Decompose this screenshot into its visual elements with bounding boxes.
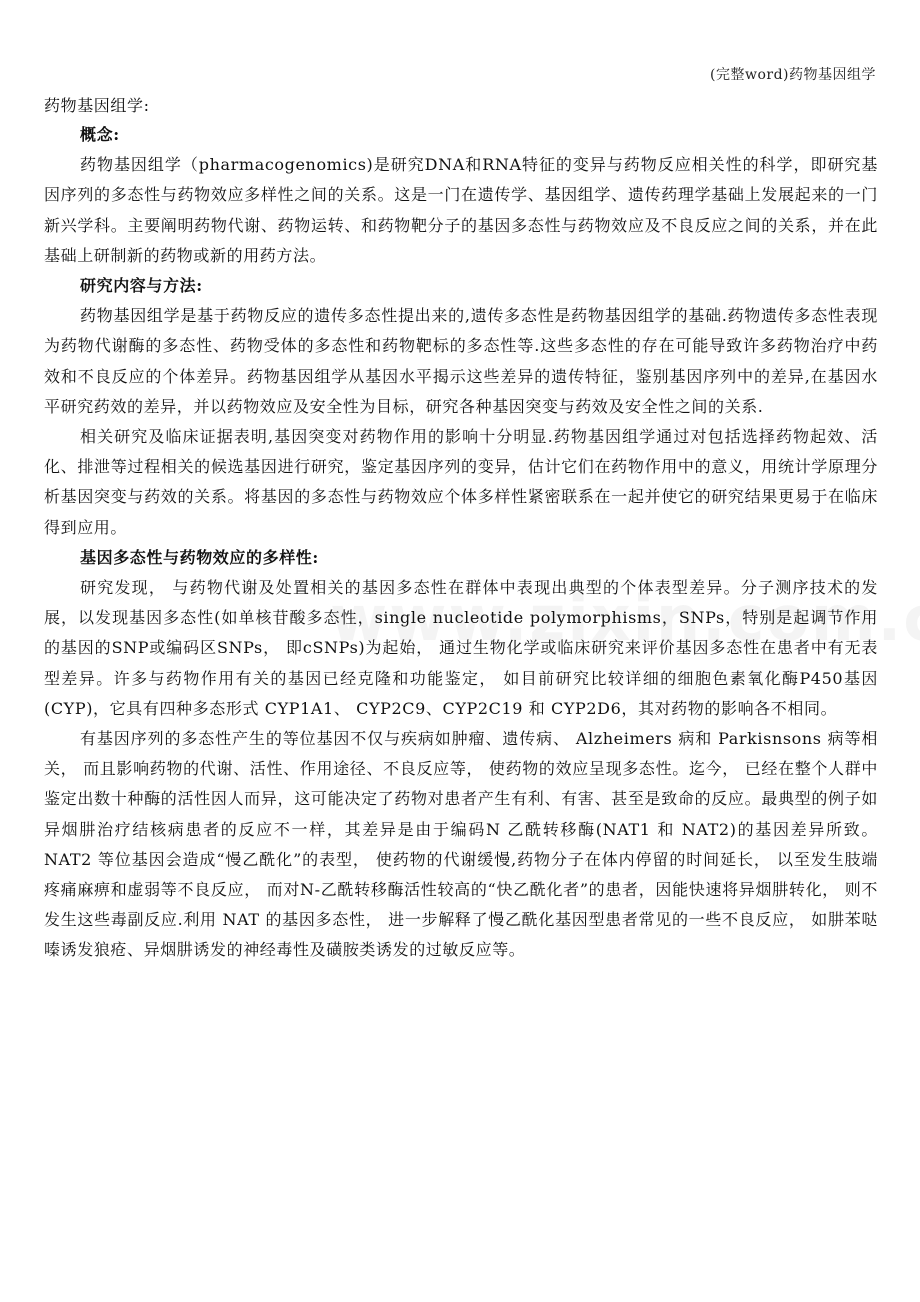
section-heading-concept: 概念: [80, 125, 120, 144]
document-body [44, 92, 878, 966]
section-heading-polymorphism-diversity: 基因多态性与药物效应的多样性: [80, 547, 319, 567]
section-heading-research-methods: 研究内容与方法: [80, 276, 203, 296]
section-polymorphism-diversity [44, 543, 878, 966]
paragraph-research-methods-2: 相关研究及临床证据表明,基因突变对药物作用的影响十分明显.药物基因组学通过对包括选择药物起效、活化、排泄等过程相关的候选基因进行研究，鉴定基因序列的变异，估计它们在药物作用中的意义，用统计学原理分析基因突变与药效的关系。将基因的多态性与药物效应个体多样性紧密联系在一起并使它的研究结果更易于在临床得到应用。 [44, 427, 878, 537]
paragraph-research-methods-1: 药物基因组学是基于药物反应的遗传多态性提出来的,遗传多态性是药物基因组学的基础.药物遗传多态性表现为药物代谢酶的多态性、药物受体的多态性和药物靶标的多态性等.这些多态性的存在可能导致许多药物治疗中药效和不良反应的个体差异。药物基因组学从基因水平揭示这些差异的遗传特征，鉴别基因序列中的差异,在基因水平研究药效的差异，并以药物效应及安全性为目标，研究各种基因突变与药效及安全性之间的关系. [44, 306, 878, 416]
paragraph-concept-1: 药物基因组学（pharmacogenomics)是研究DNA和RNA特征的变异与药物反应相关性的科学，即研究基因序列的多态性与药物效应多样性之间的关系。这是一门在遗传学、基因组学、遗传药理学基础上发展起来的一门新兴学科。主要阐明药物代谢、药物运转、和药物靶分子的基因多态性与药物效应及不良反应之间的关系，并在此基础上研制新的药物或新的用药方法。 [44, 155, 878, 265]
running-header: (完整word)药物基因组学 [710, 67, 876, 83]
section-concept [44, 120, 878, 271]
section-research-methods [44, 271, 878, 543]
paragraph-polymorphism-2: 有基因序列的多态性产生的等位基因不仅与疾病如肿瘤、遗传病、 Alzheimers 病和 Parkisnsons 病等相关， 而且影响药物的代谢、活性、作用途径、不良反应等， 使药物的效应呈现多态性。迄今， 已经在整个人群中鉴定出数十种酶的活性因人而异，这可能决定了药物对患者产生有利、有害、甚至是致命的反应。最典型的例子如异烟肼治疗结核病患者的反应不一样，其差异是由于编码N 乙酰转移酶(NAT1 和 NAT2)的基因差异所致。 NAT2 等位基因会造成“慢乙酰化”的表型， 使药物的代谢缓慢,药物分子在体内停留的时间延长， 以至发生肢端疼痛麻痹和虚弱等不良反应， 而对N-乙酰转移酶活性较高的“快乙酰化者”的患者，因能快速将异烟肼转化， 则不发生这些毒副反应.利用 NAT 的基因多态性， 进一步解释了慢乙酰化基因型患者常见的一些不良反应， 如肼苯哒嗪诱发狼疮、异烟肼诱发的神经毒性及磺胺类诱发的过敏反应等。 [44, 729, 878, 960]
paragraph-polymorphism-1: 研究发现， 与药物代谢及处置相关的基因多态性在群体中表现出典型的个体表型差异。分子测序技术的发展，以发现基因多态性(如单核苷酸多态性，single nucleotide polymorphisms，SNPs，特别是起调节作用的基因的SNP或编码区SNPs， 即cSNPs)为起始， 通过生物化学或临床研究来评价基因多态性在患者中有无表型差异。许多与药物作用有关的基因已经克隆和功能鉴定， 如目前研究比较详细的细胞色素氧化酶P450基因(CYP)，它具有四种多态形式 CYP1A1、 CYP2C9、CYP2C19 和 CYP2D6，其对药物的影响各不相同。 [44, 578, 878, 718]
document-title: 药物基因组学: [44, 96, 150, 115]
